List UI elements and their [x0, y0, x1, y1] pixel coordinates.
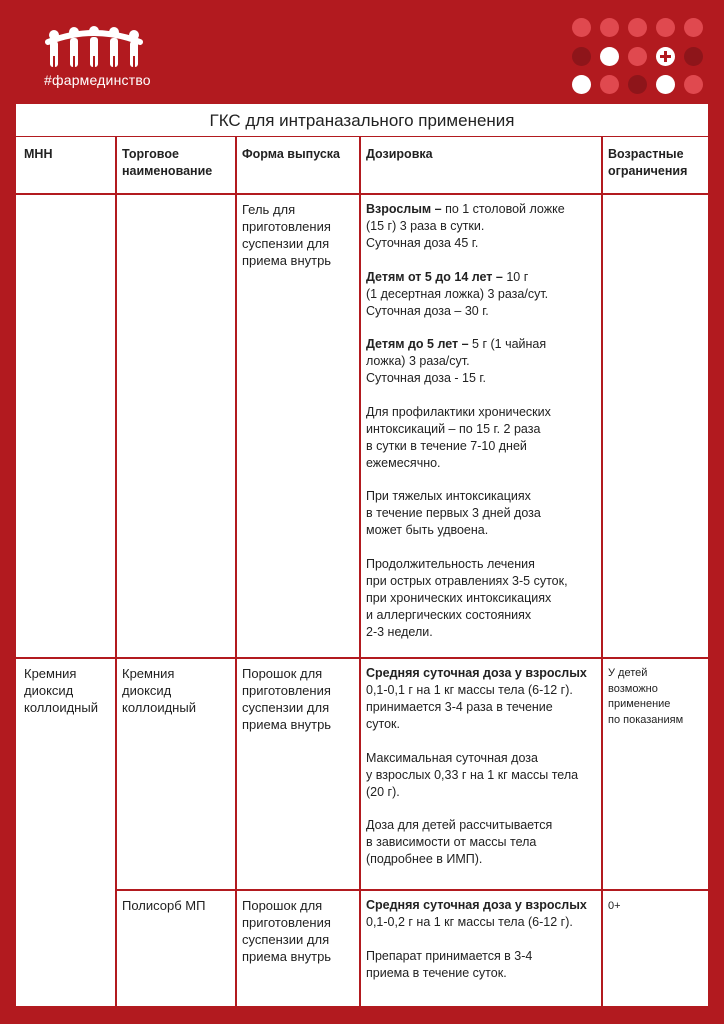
dot-icon [684, 75, 703, 94]
column-header-mnn: МНН [24, 147, 53, 161]
drug-table [16, 104, 708, 1006]
cell-form: Порошок для приготовления суспензии для приема внутрь [242, 898, 332, 964]
cell-trade-name: Кремния диоксид коллоидный [122, 666, 196, 715]
cell-mnn: Кремния диоксид коллоидный [24, 666, 98, 715]
decorative-dots [566, 14, 716, 98]
dot-icon [628, 75, 647, 94]
dosage-paragraph: Средняя суточная доза у взрослых 0,1-0,2 г на 1 кг массы тела (6-12 г). [366, 898, 587, 929]
cell-dosage [366, 897, 600, 982]
dot-icon [628, 18, 647, 37]
column-divider [115, 137, 117, 1006]
column-header-age: Возрастные ограничения [608, 147, 688, 178]
dot-icon [684, 47, 703, 66]
dot-icon [600, 18, 619, 37]
row-divider [16, 193, 708, 195]
cell-form: Порошок для приготовления суспензии для приема внутрь [242, 666, 332, 732]
dosage-paragraph: Продолжительность лечения при острых отравлениях 3-5 суток, при хронических интоксикациях и аллергических состояниях 2-3 недели. [366, 556, 568, 639]
column-header-trade-name: Торговое наименование [122, 147, 213, 178]
row-divider [16, 657, 708, 659]
dosage-paragraph: Детям до 5 лет – 5 г (1 чайная ложка) 3 раза/сут. Суточная доза - 15 г. [366, 337, 547, 385]
brand-hashtag: #фармединство [44, 72, 151, 88]
dosage-paragraph: Взрослым – по 1 столовой ложке (15 г) 3 раза в сутки. Суточная доза 45 г. [366, 202, 565, 250]
dot-icon [600, 75, 619, 94]
dot-icon [628, 47, 647, 66]
dot-icon [572, 18, 591, 37]
cell-trade-name: Полисорб МП [122, 898, 206, 913]
cell-age: У детей возможно применение по показаниям [608, 667, 684, 726]
dosage-paragraph: Максимальная суточная доза у взрослых 0,33 г на 1 кг массы тела (20 г). [366, 750, 579, 799]
page-header [0, 0, 724, 104]
dosage-paragraph: Для профилактики хронических интоксикаций – по 15 г. 2 раза в сутки в течение 7-10 дней ежемесячно. [366, 404, 551, 470]
cell-form: Гель для приготовления суспензии для приема внутрь [242, 202, 332, 268]
dot-icon [656, 75, 675, 94]
dot-icon [656, 18, 675, 37]
column-header-form: Форма выпуска [242, 147, 340, 161]
column-header-dosage: Дозировка [366, 147, 433, 161]
cell-dosage [366, 201, 600, 641]
cell-age: 0+ [608, 900, 621, 912]
dosage-paragraph: Препарат принимается в 3-4 приема в течение суток. [366, 948, 533, 980]
dosage-paragraph: Средняя суточная доза у взрослых 0,1-0,1 г на 1 кг массы тела (6-12 г). принимается 3-4 раза в течение суток. [366, 666, 587, 731]
dosage-paragraph: При тяжелых интоксикациях в течение первых 3 дней доза может быть удвоена. [366, 489, 541, 537]
dosage-paragraph: Детям от 5 до 14 лет – 10 г (1 десертная ложка) 3 раза/сут. Суточная доза – 30 г. [366, 269, 549, 318]
dot-icon [684, 18, 703, 37]
column-divider [359, 137, 361, 1006]
column-divider [235, 137, 237, 1006]
table-title: ГКС для интраназального применения [16, 104, 708, 137]
dosage-paragraph: Доза для детей рассчитывается в зависимости от массы тела (подробнее в ИМП). [366, 818, 553, 866]
dot-icon [600, 47, 619, 66]
dot-icon [572, 75, 591, 94]
row-divider [115, 889, 708, 891]
cell-dosage [366, 665, 600, 868]
column-divider [601, 137, 603, 1006]
dot-icon [572, 47, 591, 66]
medical-cross-icon [656, 47, 675, 66]
